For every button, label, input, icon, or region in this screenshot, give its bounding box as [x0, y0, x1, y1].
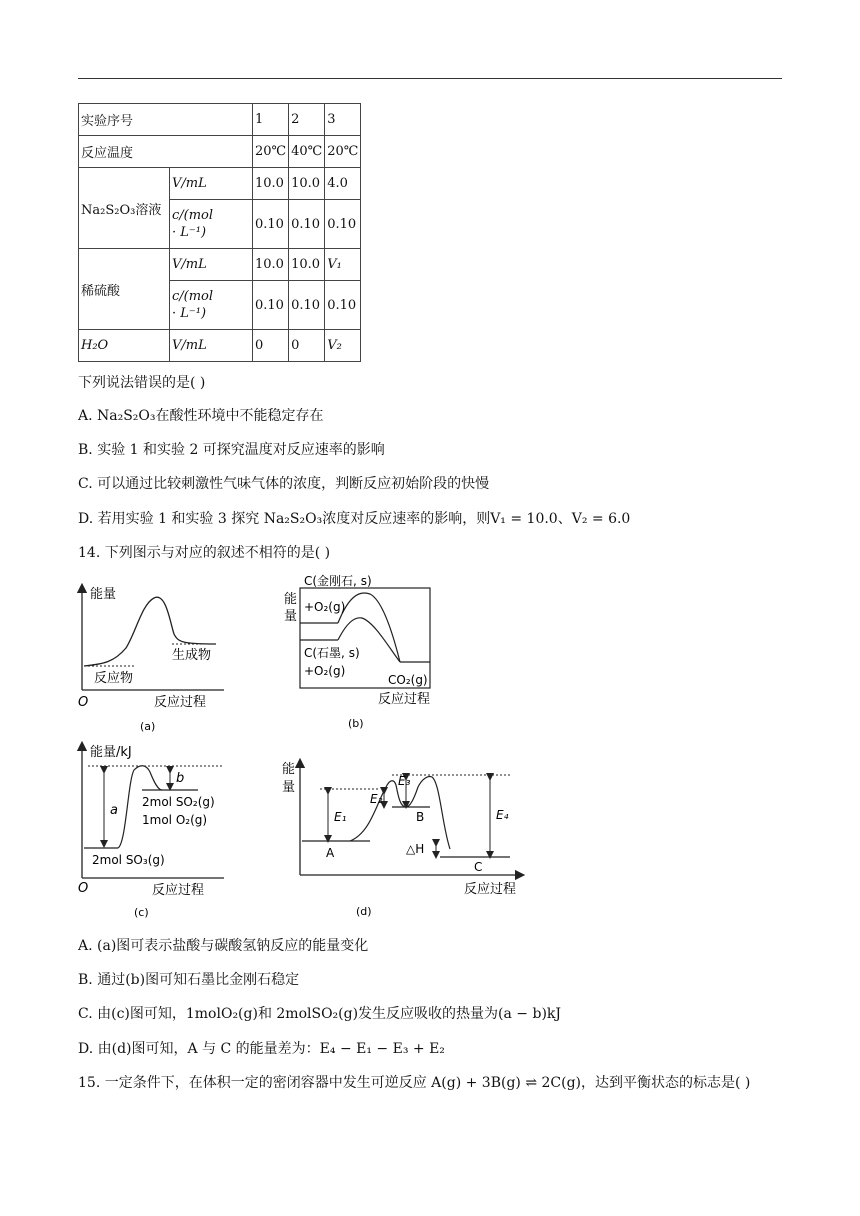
table-cell: 4.0 [325, 168, 361, 200]
b-label: b [176, 771, 185, 786]
c-unit-2: · L⁻¹) [172, 306, 207, 321]
table-row [79, 136, 361, 168]
b-label: B [416, 810, 425, 824]
table-cell: 1 [253, 104, 289, 136]
unit-cell [170, 200, 253, 249]
table-cell: 10.0 [289, 249, 325, 281]
graphite-label-1: C(石墨, s) [304, 646, 360, 660]
q14-stem: 14. 下列图示与对应的叙述不相符的是( ) [78, 545, 331, 561]
figure-a [74, 582, 234, 742]
table-cell: 0 [253, 330, 289, 362]
q14-option-b: B. 通过(b)图可知石墨比金刚石稳定 [78, 972, 300, 988]
so3-label: 2mol SO₃(g) [92, 853, 165, 867]
unit-cell: V/mL [170, 330, 253, 362]
ylabel-2: 量 [282, 780, 296, 795]
ylabel: 能量/kJ [90, 745, 132, 760]
xlabel: 反应过程 [152, 883, 205, 898]
unit-cell: V/mL [170, 168, 253, 200]
table-cell: 2 [289, 104, 325, 136]
xlabel: 反应过程 [154, 695, 207, 710]
header-rule [78, 78, 782, 79]
caption: (d) [356, 905, 372, 918]
c-unit-1: c/(mol [172, 208, 214, 223]
figure-d [280, 755, 530, 920]
table-cell: V₁ [325, 249, 361, 281]
q13-option-d: D. 若用实验 1 和实验 3 探究 Na₂S₂O₃浓度对反应速率的影响，则V₁ = 10.0、V₂ = 6.0 [78, 511, 631, 527]
table-cell: 3 [325, 104, 361, 136]
temp-header: 反应温度 [79, 136, 253, 168]
graphite-label-2: +O₂(g) [304, 664, 346, 678]
table-cell: 0.10 [253, 200, 289, 249]
figure-c [74, 740, 244, 920]
xlabel: 反应过程 [464, 882, 517, 897]
table-cell: V₂ [325, 330, 361, 362]
q13-option-c: C. 可以通过比较刺激性气味气体的浓度，判断反应初始阶段的快慢 [78, 476, 490, 492]
c-unit-1: c/(mol [172, 289, 214, 304]
ylabel-1: 能 [284, 592, 298, 607]
table-cell: 0.10 [325, 200, 361, 249]
origin-label: O [78, 695, 89, 710]
c-label: C [474, 860, 483, 874]
q13-option-a: A. Na₂S₂O₃在酸性环境中不能稳定存在 [78, 408, 324, 424]
dh-label: △H [406, 842, 425, 856]
xlabel: 反应过程 [378, 692, 431, 707]
reactant-label: 反应物 [94, 671, 134, 686]
table-cell: 10.0 [253, 249, 289, 281]
caption: (b) [348, 717, 364, 730]
a-label: A [326, 846, 335, 860]
table-cell: 40℃ [289, 136, 325, 168]
seq-header: 实验序号 [79, 104, 253, 136]
table-cell: 20℃ [253, 136, 289, 168]
experiment-table [78, 103, 361, 362]
e4-label: E₄ [496, 808, 509, 822]
c-unit-2: · L⁻¹) [172, 225, 207, 240]
table-cell: 0.10 [325, 281, 361, 330]
table-cell: 20℃ [325, 136, 361, 168]
unit-cell [170, 281, 253, 330]
o2-label: 1mol O₂(g) [142, 813, 208, 827]
e3-label: E₃ [398, 774, 411, 788]
diamond-label-1: C(金刚石, s) [304, 574, 372, 588]
ylabel: 能量 [90, 587, 117, 602]
q13-stem: 下列说法错误的是( ) [78, 375, 206, 391]
e2-label: E₂ [370, 792, 383, 806]
q14-option-d: D. 由(d)图可知，A 与 C 的能量差为：E₄ − E₁ − E₃ + E₂ [78, 1041, 445, 1057]
table-cell: 0.10 [289, 200, 325, 249]
diamond-label-2: +O₂(g) [304, 600, 346, 614]
table-cell: 0.10 [253, 281, 289, 330]
q13-option-b: B. 实验 1 和实验 2 可探究温度对反应速率的影响 [78, 442, 385, 458]
product-label: 生成物 [172, 648, 212, 663]
table-cell: 0 [289, 330, 325, 362]
table-row [79, 104, 361, 136]
co2-label: CO₂(g) [388, 673, 428, 687]
unit-cell: V/mL [170, 249, 253, 281]
origin-label: O [78, 881, 89, 896]
table-cell: 10.0 [253, 168, 289, 200]
caption: (c) [134, 906, 149, 919]
acid-label: 稀硫酸 [79, 249, 170, 330]
table-row [79, 249, 361, 281]
q14-option-c: C. 由(c)图可知，1molO₂(g)和 2molSO₂(g)发生反应吸收的热量为(a − b)kJ [78, 1006, 562, 1022]
table-cell: 0.10 [289, 281, 325, 330]
ylabel-1: 能 [282, 762, 296, 777]
h2o-label: H₂O [79, 330, 170, 362]
a-label: a [110, 803, 118, 818]
table-cell: 10.0 [289, 168, 325, 200]
ylabel-2: 量 [284, 609, 298, 624]
e1-label: E₁ [334, 810, 347, 824]
na-label: Na₂S₂O₃溶液 [79, 168, 170, 249]
so2-label: 2mol SO₂(g) [142, 795, 215, 809]
caption: (a) [140, 720, 156, 733]
q15-stem: 15. 一定条件下，在体积一定的密闭容器中发生可逆反应 A(g) + 3B(g) ⇌ 2C(g)，达到平衡状态的标志是( ) [78, 1075, 751, 1091]
figure-b [282, 568, 442, 733]
table-row [79, 330, 361, 362]
q14-option-a: A. (a)图可表示盐酸与碳酸氢钠反应的能量变化 [78, 938, 369, 954]
table-row [79, 168, 361, 200]
